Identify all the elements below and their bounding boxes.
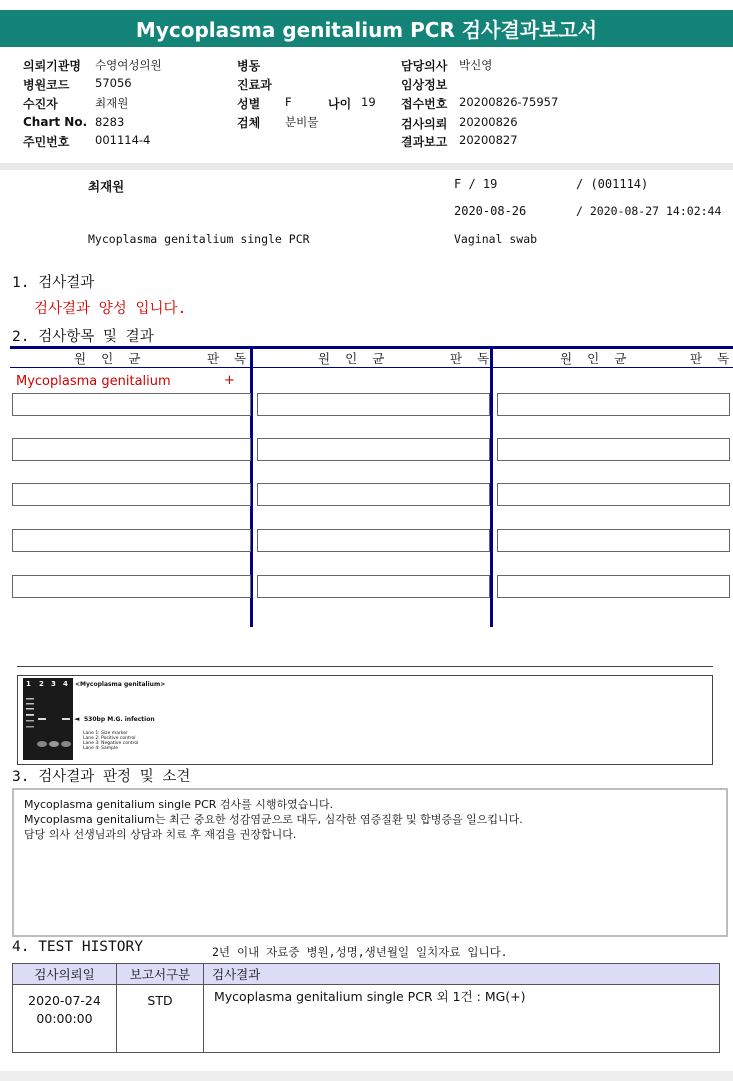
- gel-electrophoresis-image: [23, 678, 73, 760]
- opinion-line: Mycoplasma genitalium single PCR 검사를 시행하였습니다.: [24, 798, 334, 811]
- gel-legend: Lane 1: Size marker: [83, 731, 128, 736]
- patient-value: 최재원: [95, 96, 129, 110]
- grid-cell-box: [12, 529, 251, 552]
- grid-header-judge: 판 독: [207, 351, 247, 366]
- age-label: 나이: [328, 97, 352, 111]
- grid-cell-box: [497, 529, 730, 552]
- id-label: 주민번호: [23, 135, 70, 149]
- doctor-label: 담당의사: [401, 59, 448, 73]
- grid-result-cell: +: [224, 373, 235, 388]
- history-type: STD: [117, 985, 204, 1053]
- summary-id: / (001114): [576, 177, 649, 191]
- specimen-value: 분비물: [285, 115, 319, 129]
- summary-collect-date: 2020-08-26: [454, 204, 527, 218]
- report-value: 20200827: [459, 133, 518, 147]
- summary-sex-age: F / 19: [454, 177, 498, 191]
- gel-lane-label: 4: [63, 680, 68, 688]
- grid-cell-box: [257, 393, 490, 416]
- grid-cell-box: [257, 483, 490, 506]
- result-positive-text: 검사결과 양성 입니다.: [34, 301, 187, 317]
- report-title: Mycoplasma genitalium PCR 검사결과보고서: [0, 10, 733, 47]
- grid-cell-box: [12, 483, 251, 506]
- history-date-cell: [13, 985, 117, 1053]
- section-1-title: 1. 검사결과: [12, 275, 95, 291]
- receipt-value: 20200826-75957: [459, 95, 559, 109]
- grid-cell-box: [497, 438, 730, 461]
- hospital-code-label: 병원코드: [23, 78, 70, 92]
- summary-test-name: Mycoplasma genitalium single PCR: [88, 232, 310, 246]
- receipt-label: 접수번호: [401, 97, 448, 111]
- grid-header-pathogen: 원 인 균: [560, 351, 627, 366]
- chart-label: Chart No.: [23, 115, 88, 129]
- summary-specimen: Vaginal swab: [454, 232, 538, 246]
- grid-cell-box: [257, 529, 490, 552]
- table-row: [13, 985, 720, 1053]
- doctor-value: 박신영: [459, 58, 493, 72]
- grid-header-pathogen: 원 인 균: [318, 351, 385, 366]
- summary-name: 최재원: [88, 179, 125, 194]
- grid-cell-box: [497, 575, 730, 598]
- grid-pathogen-cell: Mycoplasma genitalium: [16, 374, 171, 389]
- clinical-label: 임상정보: [401, 78, 448, 92]
- gel-bands: [23, 678, 73, 760]
- gel-lane-label: 2: [39, 680, 44, 688]
- footer-bar: [0, 1071, 733, 1081]
- gel-title: <Mycoplasma genitalium>: [75, 681, 166, 688]
- summary-report-datetime: / 2020-08-27 14:02:44: [576, 204, 722, 218]
- gel-legend: Lane 2: Positive control: [83, 736, 136, 741]
- history-table: [12, 963, 720, 1053]
- institution-value: 수영여성의원: [95, 58, 162, 72]
- chart-value: 8283: [95, 115, 125, 129]
- history-time: 00:00:00: [36, 1011, 93, 1026]
- gel-band-label: 530bp M.G. infection: [84, 716, 155, 723]
- request-label: 검사의뢰: [401, 117, 448, 131]
- request-value: 20200826: [459, 115, 518, 129]
- opinion-line: 담당 의사 선생님과의 상담과 치료 후 재검을 권장합니다.: [24, 828, 297, 841]
- gel-legend: Lane 4: Sample: [83, 746, 118, 751]
- history-date: 2020-07-24: [28, 993, 101, 1008]
- history-header-result: 검사결과: [204, 964, 720, 985]
- grid-header-rule: [10, 367, 733, 368]
- grid-header-judge: 판 독: [450, 351, 490, 366]
- gel-lane-label: 3: [51, 680, 56, 688]
- report-label: 결과보고: [401, 135, 448, 149]
- sex-label: 성별: [237, 97, 261, 111]
- history-result: Mycoplasma genitalium single PCR 외 1건 : MG(+): [204, 985, 720, 1053]
- section-2-title: 2. 검사항목 및 결과: [12, 329, 154, 345]
- sex-value: F: [285, 95, 292, 109]
- age-value: 19: [361, 95, 376, 109]
- grid-header-pathogen: 원 인 균: [74, 351, 141, 366]
- ward-label: 병동: [237, 59, 261, 73]
- history-header-type: 보고서구분: [117, 964, 204, 985]
- opinion-box: [12, 788, 728, 937]
- grid-cell-box: [497, 393, 730, 416]
- grid-cell-box: [12, 393, 251, 416]
- section-divider: [0, 163, 733, 170]
- specimen-label: 검체: [237, 116, 261, 130]
- gel-legend: Lane 3: Negative control: [83, 741, 139, 746]
- dept-label: 진료과: [237, 78, 272, 92]
- gel-lane-label: 1: [26, 680, 31, 688]
- grid-header-judge: 판 독: [690, 351, 730, 366]
- section-3-title: 3. 검사결과 판정 및 소견: [12, 769, 191, 785]
- grid-column-divider: [490, 346, 493, 627]
- gel-top-rule: [17, 666, 713, 667]
- grid-cell-box: [12, 438, 251, 461]
- grid-cell-box: [257, 575, 490, 598]
- grid-cell-box: [257, 438, 490, 461]
- hospital-code-value: 57056: [95, 76, 132, 90]
- history-note: 2년 이내 자료중 병원,성명,생년월일 일치자료 입니다.: [212, 945, 508, 959]
- institution-label: 의뢰기관명: [23, 59, 81, 73]
- grid-cell-box: [497, 483, 730, 506]
- id-value: 001114-4: [95, 133, 151, 147]
- patient-label: 수진자: [23, 97, 58, 111]
- history-header-date: 검사의뢰일: [13, 964, 117, 985]
- section-4-title: 4. TEST HISTORY: [12, 939, 143, 955]
- opinion-line: Mycoplasma genitalium는 최근 중요한 성감염균으로 대두, 심각한 염증질환 및 합병증을 일으킵니다.: [24, 813, 523, 826]
- grid-cell-box: [12, 575, 251, 598]
